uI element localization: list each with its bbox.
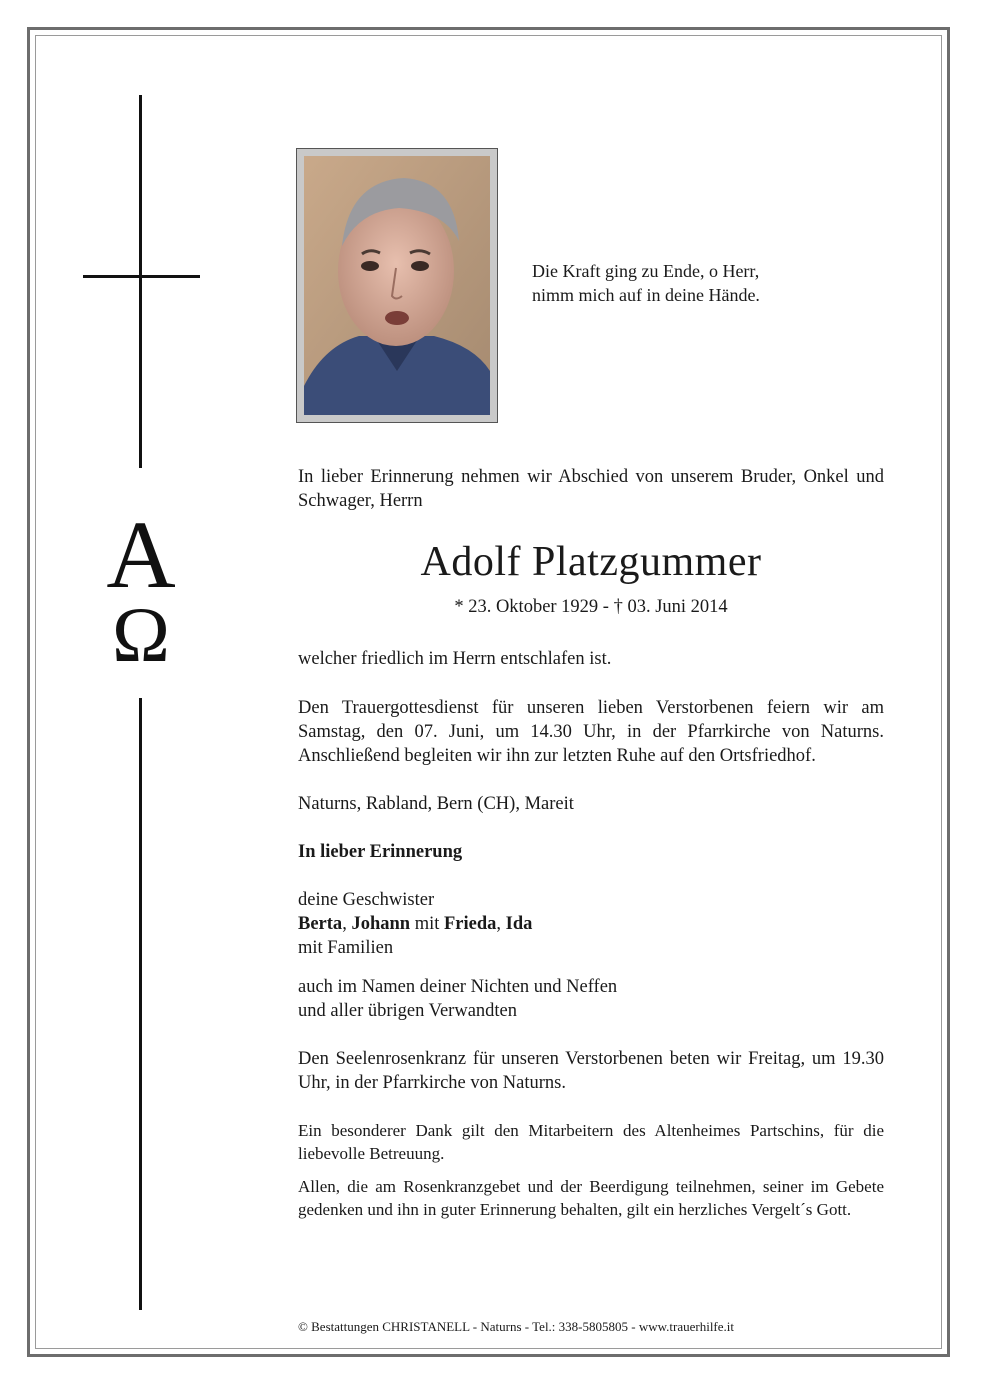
memory-heading: In lieber Erinnerung xyxy=(298,842,463,862)
life-dates: * 23. Oktober 1929 - † 03. Juni 2014 xyxy=(454,597,728,617)
portrait-photo xyxy=(296,148,498,423)
passed-text: welcher friedlich im Herrn entschlafen ist. xyxy=(298,649,612,669)
alpha-symbol: A xyxy=(106,505,176,608)
vertical-rule xyxy=(139,698,142,1310)
thanks-text-1: Ein besonderer Dank gilt den Mitarbeitern des Altenheimes Partschins, für die liebevolle Betreuung. xyxy=(298,1121,884,1163)
places-text: Naturns, Rabland, Bern (CH), Mareit xyxy=(298,794,574,814)
sibling-name: Johann xyxy=(351,914,411,934)
footer-credit: © Bestattungen CHRISTANELL - Naturns - Tel.: 338-5805805 - www.trauerhilfe.it xyxy=(298,1319,735,1334)
deceased-name: Adolf Platzgummer xyxy=(420,539,762,585)
cross-icon-vertical xyxy=(139,95,142,468)
siblings-block xyxy=(298,888,884,960)
portrait-image xyxy=(304,156,490,415)
sibling-name: Ida xyxy=(505,914,533,934)
thanks-text-2: Allen, die am Rosenkranzgebet und der Beerdigung teilnehmen, seiner im Gebete gedenken und ihn in guter Erinnerung behalten, gilt ein herzliches Vergelt´s Gott. xyxy=(298,1177,884,1219)
name-separator: , xyxy=(342,914,352,934)
cross-icon-horizontal xyxy=(83,275,200,278)
funeral-service-text: Den Trauergottesdienst für unseren lieben Verstorbenen feiern wir am Samstag, den 07. Juni, um 14.30 Uhr, in der Pfarrkirche von Naturns. Anschließend begleiten wir ihn zur letzten Ruhe auf den Ortsfriedhof. xyxy=(298,698,884,766)
verse-quote xyxy=(532,259,760,307)
verse-line-2: nimm mich auf in deine Hände. xyxy=(532,285,760,305)
omega-symbol: Ω xyxy=(112,591,170,665)
name-separator: , xyxy=(496,914,506,934)
siblings-families: mit Familien xyxy=(298,938,394,958)
name-separator: mit xyxy=(410,914,444,934)
sibling-name: Frieda xyxy=(443,914,497,934)
siblings-names xyxy=(298,912,884,936)
verse-line-1: Die Kraft ging zu Ende, o Herr, xyxy=(532,261,760,281)
relatives-line-2: und aller übrigen Verwandten xyxy=(298,1001,518,1021)
intro-text: In lieber Erinnerung nehmen wir Abschied von unserem Bruder, Onkel und Schwager, Herrn xyxy=(298,467,884,511)
relatives-line-1: auch im Namen deiner Nichten und Neffen xyxy=(298,977,618,997)
alpha-omega-icon xyxy=(92,505,190,665)
siblings-intro: deine Geschwister xyxy=(298,890,435,910)
relatives-block xyxy=(298,975,884,1023)
sibling-name: Berta xyxy=(298,914,343,934)
rosary-text: Den Seelenrosenkranz für unseren Verstorbenen beten wir Freitag, um 19.30 Uhr, in der Pfarrkirche von Naturns. xyxy=(298,1049,884,1093)
